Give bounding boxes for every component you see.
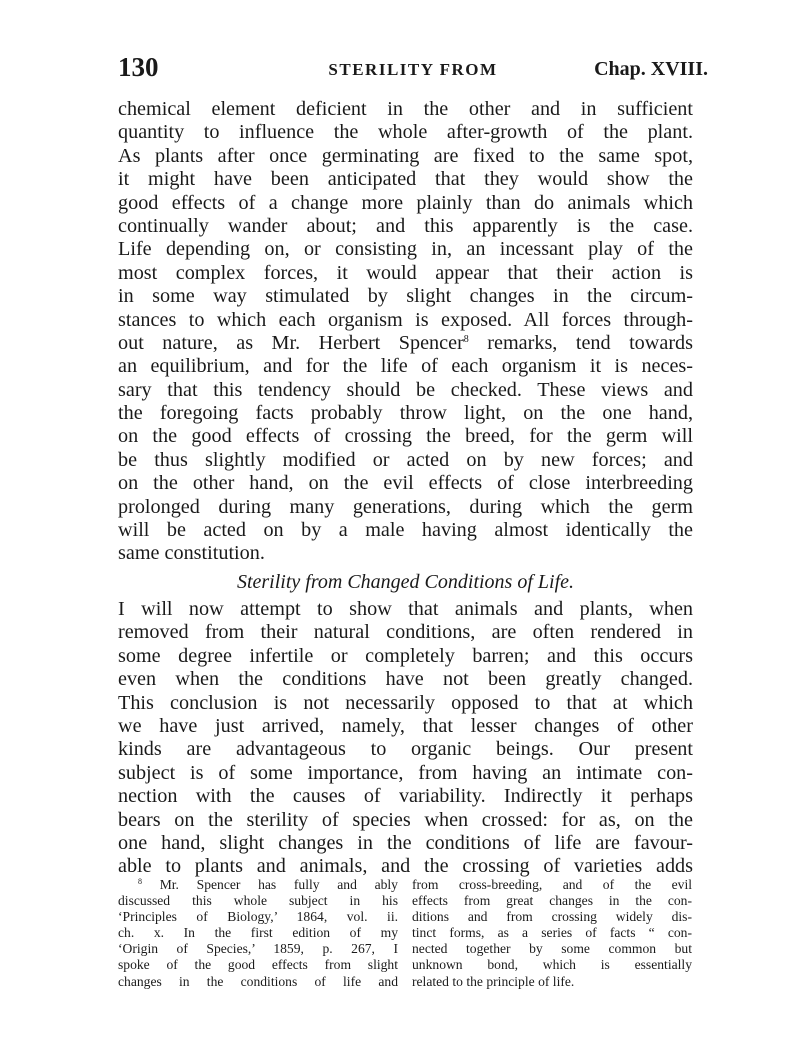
footnote-line: ch. x. In the first edition of my: [118, 925, 398, 941]
text-fragment: remarks, tend towards: [487, 331, 693, 354]
footnote-line: unknown bond, which is essentially: [412, 957, 692, 973]
footnote-line: from cross-breeding, and of the evil: [412, 877, 692, 892]
text-line: prolonged during many generations, during which the germ: [118, 495, 693, 518]
text-line: able to plants and animals, and the crossing of varieties adds: [118, 855, 693, 878]
footnote-line: changes in the conditions of life and: [118, 973, 398, 989]
text-line: an equilibrium, and for the life of each organism it is neces-: [118, 355, 693, 378]
text-line: quantity to influence the whole after-growth of the plant.: [118, 121, 693, 144]
footnote-line: tinct forms, as a series of facts “ con-: [412, 925, 692, 941]
footnote-line: nected together by some common but: [412, 941, 692, 957]
footnote-line: effects from great changes in the con-: [412, 893, 692, 909]
text-line: even when the conditions have not been greatly changed.: [118, 668, 693, 691]
text-fragment: Mr. Spencer has fully and ably: [159, 877, 398, 892]
text-line: Life depending on, or consisting in, an incessant play of the: [118, 238, 693, 261]
footnote-line: related to the principle of life.: [412, 973, 575, 989]
paragraph-sterility: [118, 598, 693, 879]
text-line: subject is of some importance, from having an intimate con-: [118, 761, 693, 784]
text-line: we have just arrived, namely, that lesser changes of other: [118, 714, 693, 737]
text-line: in some way stimulated by slight changes in the circum-: [118, 285, 693, 308]
text-line: most complex forces, it would appear that their action is: [118, 261, 693, 284]
footnote-line: ditions and from crossing widely dis-: [412, 909, 692, 925]
section-heading: Sterility from Changed Conditions of Life.: [236, 571, 575, 593]
text-line: As plants after once germinating are fixed to the same spot,: [118, 144, 693, 167]
text-line: on the other hand, on the evil effects of close interbreeding: [118, 472, 693, 495]
footnote-line: discussed this whole subject in his: [118, 893, 398, 909]
text-line: sary that this tendency should be checked. These views and: [118, 378, 693, 401]
footnote-line: [118, 877, 398, 893]
running-title: STERILITY FROM: [328, 60, 498, 79]
text-line-with-footnote-ref: [118, 332, 693, 355]
text-line: nection with the causes of variability. Indirectly it perhaps: [118, 785, 693, 808]
text-line: I will now attempt to show that animals and plants, when: [118, 598, 693, 620]
text-line: removed from their natural conditions, are often rendered in: [118, 621, 693, 644]
text-line: chemical element deficient in the other and in sufficient: [118, 98, 693, 120]
text-fragment: out nature, as Mr. Herbert Spencer: [118, 331, 464, 354]
running-header: [118, 52, 708, 88]
chapter-label: Chap. XVIII.: [594, 58, 708, 80]
text-line: same constitution.: [118, 542, 265, 565]
footnote-line: ‘Origin of Species,’ 1859, p. 267, I: [118, 941, 398, 957]
text-line: one hand, slight changes in the conditions of life are favour-: [118, 831, 693, 854]
text-line: it might have been anticipated that they would show the: [118, 168, 693, 191]
footnote-line: spoke of the good effects from slight: [118, 957, 398, 973]
text-line: the foregoing facts probably throw light, on the one hand,: [118, 402, 693, 425]
text-line: will be acted on by a male having almost identically the: [118, 519, 693, 542]
text-line: This conclusion is not necessarily opposed to that at which: [118, 691, 693, 714]
text-line: good effects of a change more plainly than do animals which: [118, 191, 693, 214]
text-line: some degree infertile or completely barren; and this occurs: [118, 644, 693, 667]
text-line: stances to which each organism is exposed. All forces through-: [118, 308, 693, 331]
footnote-ref: 8: [463, 333, 469, 345]
footnote-line: ‘Principles of Biology,’ 1864, vol. ii.: [118, 909, 398, 925]
text-line: bears on the sterility of species when crossed: for as, on the: [118, 808, 693, 831]
paragraph-continued: [118, 98, 693, 566]
text-line: continually wander about; and this apparently is the case.: [118, 214, 693, 237]
text-line: kinds are advantageous to organic beings. Our present: [118, 738, 693, 761]
text-line: be thus slightly modified or acted on by new forces; and: [118, 448, 693, 471]
footnote-column-left: [118, 877, 398, 990]
footnote-marker: 8: [138, 877, 142, 886]
page-number: 130: [118, 52, 159, 82]
text-line: on the good effects of crossing the breed, for the germ will: [118, 425, 693, 448]
footnote-column-right: [412, 877, 692, 990]
